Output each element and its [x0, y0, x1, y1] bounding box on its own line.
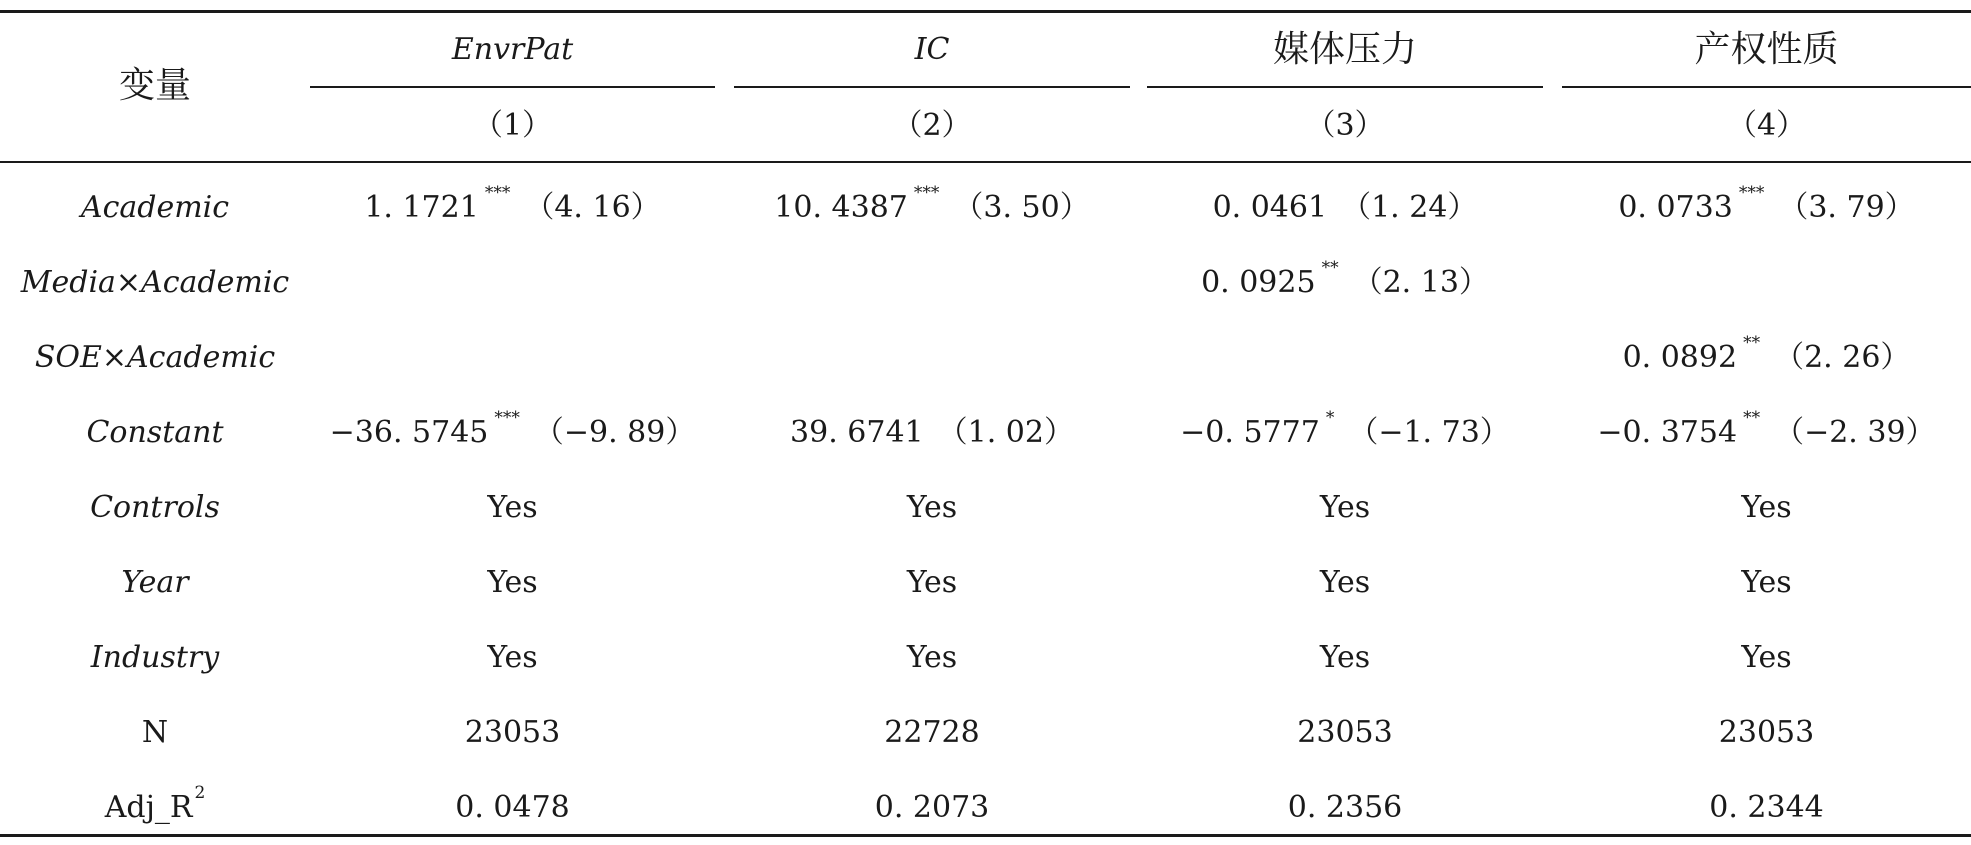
coefficient: Yes [1741, 564, 1792, 600]
t-statistic: （−2. 39） [1774, 414, 1936, 450]
table-cell [1147, 470, 1543, 545]
row-label-text: Media×Academic [20, 264, 290, 300]
t-statistic: （4. 16） [524, 189, 661, 225]
coefficient: Yes [1319, 564, 1371, 600]
t-statistic: （3. 79） [1778, 189, 1915, 225]
table-cell [734, 545, 1130, 620]
coefficient: −0. 5777 [1180, 414, 1320, 450]
table-cell [310, 620, 715, 695]
row-label-text: N [141, 714, 169, 750]
table-cell [310, 770, 715, 845]
table-cell [1147, 395, 1543, 470]
significance-stars: ** [1321, 258, 1339, 278]
coefficient: Yes [1741, 639, 1792, 675]
table-cell [734, 470, 1130, 545]
table-cell [1562, 320, 1971, 395]
t-statistic: （2. 13） [1352, 264, 1489, 300]
table-cell [1147, 170, 1543, 245]
variable-header: 变量 [118, 64, 191, 106]
t-statistic: （−9. 89） [533, 414, 696, 450]
column-header-ownership: 产权性质 [1694, 29, 1839, 70]
coefficient: Yes [487, 564, 538, 600]
table-cell [1562, 695, 1971, 770]
coefficient: 0. 2344 [1709, 789, 1824, 825]
row-label [0, 620, 310, 695]
row-label-text: Constant [86, 414, 224, 450]
coefficient: 0. 0925 [1201, 264, 1316, 300]
coefficient: 23053 [464, 714, 561, 750]
row-label [0, 695, 310, 770]
table-cell [1562, 770, 1971, 845]
column-number-3: （3） [1305, 108, 1385, 143]
table-cell [310, 245, 715, 320]
significance-stars: * [1325, 408, 1335, 428]
column-number-4: （4） [1726, 108, 1807, 143]
row-label [0, 245, 310, 320]
coefficient: 0. 0892 [1622, 339, 1738, 375]
coefficient: 0. 2356 [1287, 789, 1403, 825]
t-statistic: （1. 02） [937, 414, 1074, 450]
table-cell [1562, 170, 1971, 245]
column-header-ic: IC [914, 32, 950, 67]
col1-header-rule [310, 86, 715, 88]
significance-stars: *** [494, 408, 520, 428]
row-label [0, 320, 310, 395]
coefficient: 39. 6741 [790, 414, 924, 450]
coefficient: −0. 3754 [1597, 414, 1738, 450]
coefficient: 0. 0461 [1212, 189, 1328, 225]
coefficient: −36. 5745 [329, 414, 489, 450]
coefficient: Yes [487, 639, 538, 675]
coefficient: 0. 0733 [1618, 189, 1733, 225]
row-label [0, 545, 310, 620]
table-cell [1147, 770, 1543, 845]
coefficient: 10. 4387 [774, 189, 908, 225]
t-statistic: （−1. 73） [1348, 414, 1510, 450]
significance-stars: *** [913, 183, 940, 203]
table-cell [734, 320, 1130, 395]
coefficient: 22728 [884, 714, 980, 750]
significance-stars: *** [484, 183, 511, 203]
column-header-envrpat: EnvrPat [451, 32, 574, 67]
coefficient: 0. 2073 [874, 789, 990, 825]
table-cell [310, 320, 715, 395]
t-statistic: （1. 24） [1341, 189, 1478, 225]
coefficient: 0. 0478 [455, 789, 570, 825]
header-bottom-rule [0, 161, 1971, 163]
table-cell [1562, 395, 1971, 470]
row-label-text: Academic [80, 189, 230, 225]
column-number-2: （2） [892, 108, 972, 143]
table-cell [310, 170, 715, 245]
table-cell [1562, 545, 1971, 620]
t-statistic: （2. 26） [1774, 339, 1911, 375]
table-cell [1562, 245, 1971, 320]
t-statistic: （3. 50） [953, 189, 1090, 225]
table-cell [734, 770, 1130, 845]
col2-header-rule [734, 86, 1130, 88]
table-cell [310, 545, 715, 620]
table-cell [734, 245, 1130, 320]
row-label [0, 770, 310, 845]
table-cell [310, 695, 715, 770]
row-label-text: Industry [90, 639, 220, 675]
coefficient: Yes [1741, 489, 1792, 525]
row-label [0, 170, 310, 245]
row-label-text: SOE×Academic [34, 339, 276, 375]
table-cell [1147, 245, 1543, 320]
coefficient: 23053 [1718, 714, 1815, 750]
table-cell [1562, 620, 1971, 695]
table-cell [310, 470, 715, 545]
row-label [0, 470, 310, 545]
coefficient: Yes [906, 489, 958, 525]
table-cell [1147, 620, 1543, 695]
coefficient: Yes [906, 639, 958, 675]
table-cell [734, 695, 1130, 770]
coefficient: Yes [906, 564, 958, 600]
significance-stars: ** [1743, 408, 1761, 428]
coefficient: Yes [487, 489, 538, 525]
column-number-1: （1） [472, 108, 553, 143]
coefficient: 1. 1721 [364, 189, 479, 225]
row-label-text: Controls [90, 489, 220, 525]
table-cell [734, 395, 1130, 470]
table-cell [1147, 320, 1543, 395]
row-label-text: Adj_R [104, 789, 193, 825]
column-header-media-pressure: 媒体压力 [1272, 29, 1417, 70]
table-cell [310, 395, 715, 470]
significance-stars: ** [1743, 333, 1761, 353]
coefficient: Yes [1319, 489, 1371, 525]
row-label [0, 395, 310, 470]
coefficient: Yes [1319, 639, 1371, 675]
coefficient: 23053 [1297, 714, 1393, 750]
table-cell [1147, 545, 1543, 620]
col4-header-rule [1562, 86, 1971, 88]
significance-stars: *** [1738, 183, 1765, 203]
col3-header-rule [1147, 86, 1543, 88]
table-cell [734, 620, 1130, 695]
table-cell [1147, 695, 1543, 770]
table-cell [1562, 470, 1971, 545]
row-label-superscript: 2 [194, 783, 206, 803]
table-cell [734, 170, 1130, 245]
row-label-text: Year [121, 564, 189, 600]
